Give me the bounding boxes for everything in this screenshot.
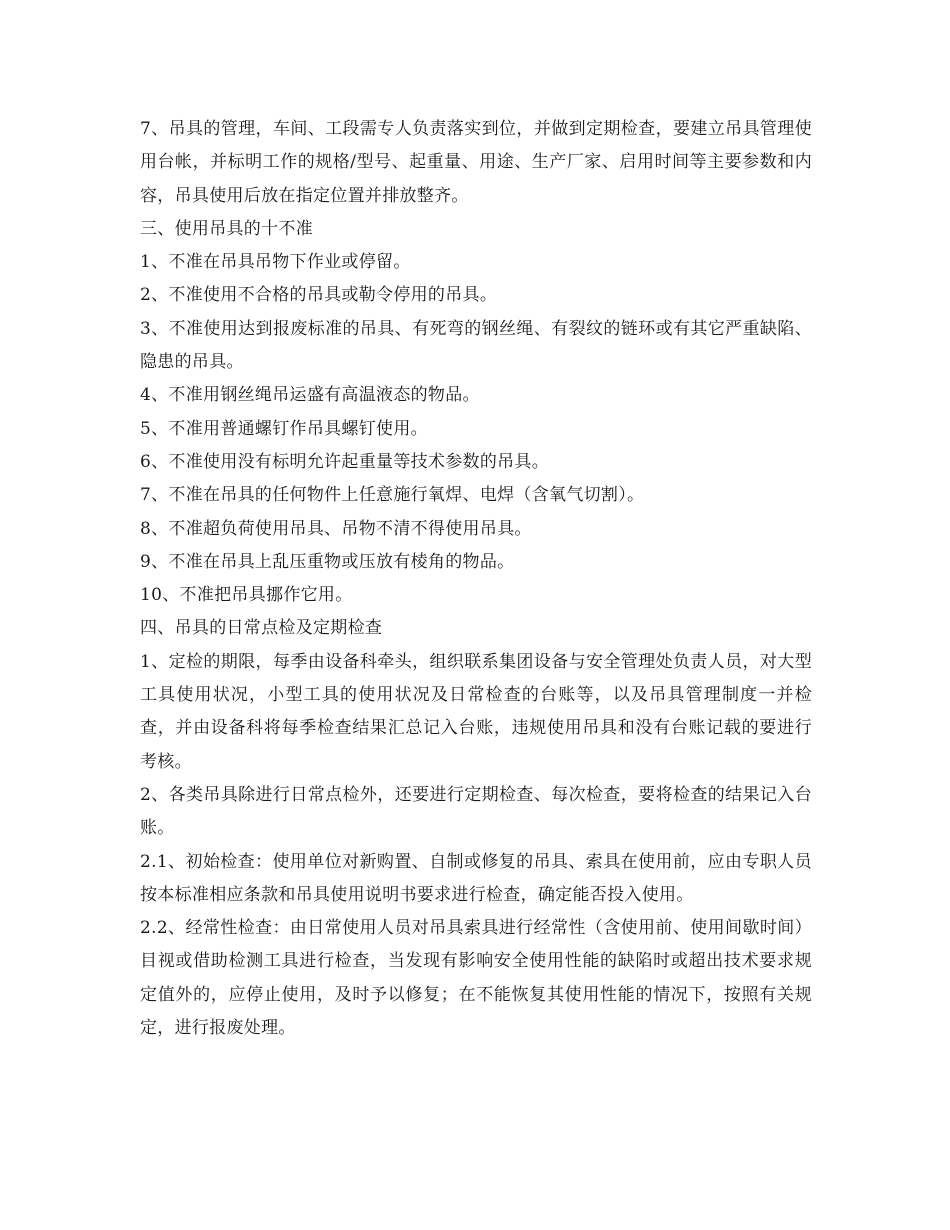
rule-item-1: 1、不准在吊具吊物下作业或停留。	[140, 252, 411, 273]
document-body	[140, 113, 812, 1045]
rule-item-10: 10、不准把吊具挪作它用。	[140, 585, 353, 606]
rule-item-3: 3、不准使用达到报废标准的吊具、有死弯的钢丝绳、有裂纹的链环或有其它严重缺陷、隐患的吊具。	[140, 318, 812, 373]
rule-item-8: 8、不准超负荷使用吊具、吊物不清不得使用吊具。	[140, 518, 532, 539]
rule-item-4: 4、不准用钢丝绳吊运盛有高温液态的物品。	[140, 385, 480, 406]
inspection-item-2-2: 2.2、经常性检查：由日常使用人员对吊具索具进行经常性（含使用前、使用间歇时间）目视或借助检测工具进行检查，当发现有影响安全使用性能的缺陷时或超出技术要求规定值外的，应停止使用，及时予以修复；在不能恢复其使用性能的情况下，按照有关规定，进行报废处理。	[140, 918, 812, 1039]
rule-item-6: 6、不准使用没有标明允许起重量等技术参数的吊具。	[140, 451, 550, 472]
rule-item-5: 5、不准用普通螺钉作吊具螺钉使用。	[140, 418, 428, 439]
section-heading-four: 四、吊具的日常点检及定期检查	[140, 618, 383, 639]
rule-item-7: 7、不准在吊具的任何物件上任意施行氧焊、电焊（含氧气切割）。	[140, 485, 645, 506]
inspection-item-2-1: 2.1、初始检查：使用单位对新购置、自制或修复的吊具、索具在使用前，应由专职人员按本标准相应条款和吊具使用说明书要求进行检查，确定能否投入使用。	[140, 851, 812, 905]
rule-item-9: 9、不准在吊具上乱压重物或压放有棱角的物品。	[140, 551, 515, 572]
paragraph-7-rigging-management: 7、吊具的管理，车间、工段需专人负责落实到位，并做到定期检查，要建立吊具管理使用台帐，并标明工作的规格/型号、起重量、用途、生产厂家、启用时间等主要参数和内容，吊具使用后放在指定位置并排放整齐。	[140, 119, 812, 206]
rule-item-2: 2、不准使用不合格的吊具或勒令停用的吊具。	[140, 285, 498, 306]
inspection-item-2: 2、各类吊具除进行日常点检外，还要进行定期检查、每次检查，要将检查的结果记入台账。	[140, 784, 812, 839]
inspection-item-1: 1、定检的期限，每季由设备科牵头，组织联系集团设备与安全管理处负责人员，对大型工具使用状况，小型工具的使用状况及日常检查的台账等，以及吊具管理制度一并检查，并由设备科将每季检查结果汇总记入台账，违规使用吊具和没有台账记载的要进行考核。	[140, 651, 812, 772]
section-heading-three: 三、使用吊具的十不准	[140, 218, 313, 239]
